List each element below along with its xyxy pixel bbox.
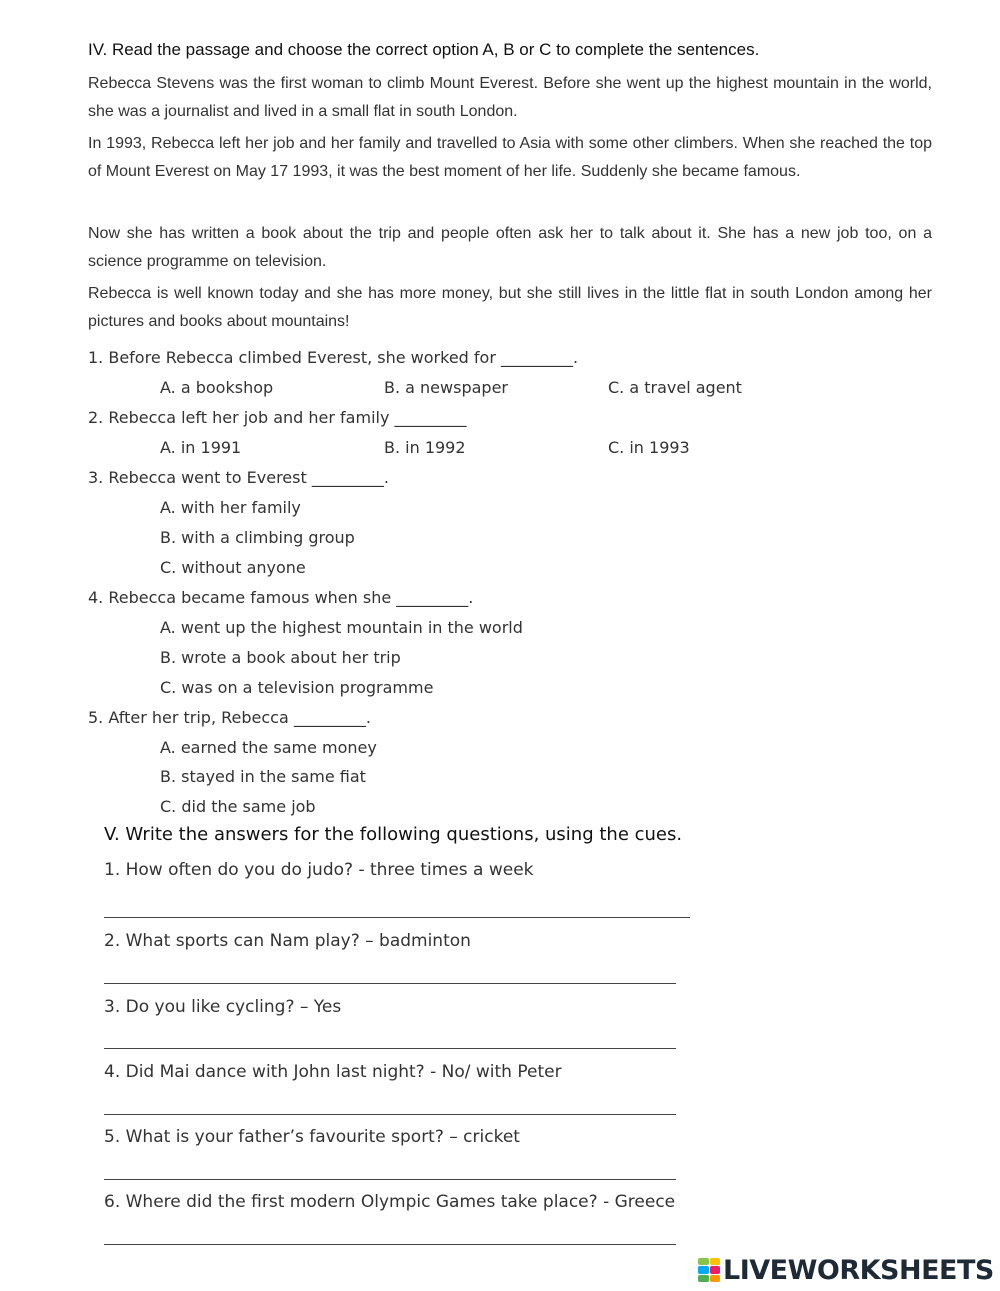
answer-input-1[interactable] [104, 917, 690, 918]
section-5-title: V. Write the answers for the following questions, using the cues. [104, 824, 683, 845]
written-question-2: 2. What sports can Nam play? – badminton [104, 931, 471, 951]
passage-paragraph-4: Rebecca is well known today and she has more money, but she still lives in the little flat in south London among her pictures and books about mountains! [88, 285, 932, 330]
q1-option-c[interactable]: C. a travel agent [608, 378, 742, 397]
written-question-6: 6. Where did the first modern Olympic Games take place? - Greece [104, 1192, 676, 1212]
answer-input-6[interactable] [104, 1244, 676, 1245]
brand-name: LIVEWORKSHEETS [723, 1254, 994, 1286]
q1-option-a[interactable]: A. a bookshop [160, 378, 274, 397]
answer-input-5[interactable] [104, 1179, 676, 1180]
q3-option-c[interactable]: C. without anyone [160, 558, 306, 577]
q3-option-b[interactable]: B. with a climbing group [160, 528, 355, 547]
mc-question-5: 5. After her trip, Rebecca _________. [88, 708, 371, 727]
q5-option-a[interactable]: A. earned the same money [160, 738, 377, 757]
liveworksheets-logo-icon [698, 1258, 720, 1282]
written-question-5: 5. What is your father’s favourite sport? – cricket [104, 1127, 520, 1147]
written-question-4: 4. Did Mai dance with John last night? - No/ with Peter [104, 1062, 562, 1082]
answer-input-4[interactable] [104, 1114, 676, 1115]
written-question-3: 3. Do you like cycling? – Yes [104, 997, 342, 1017]
q5-option-c[interactable]: C. did the same job [160, 797, 316, 816]
q3-option-a[interactable]: A. with her family [160, 498, 301, 517]
mc-question-1: 1. Before Rebecca climbed Everest, she worked for _________. [88, 348, 579, 367]
q5-option-b[interactable]: B. stayed in the same fiat [160, 767, 366, 786]
q2-option-a[interactable]: A. in 1991 [160, 438, 242, 457]
mc-question-4: 4. Rebecca became famous when she _________. [88, 588, 474, 607]
answer-input-3[interactable] [104, 1048, 676, 1049]
q2-option-b[interactable]: B. in 1992 [384, 438, 466, 457]
passage-paragraph-3: Now she has written a book about the trip and people often ask her to talk about it. She has a new job too, on a science programme on television. [88, 225, 932, 270]
passage-paragraph-1: Rebecca Stevens was the first woman to climb Mount Everest. Before she went up the highest mountain in the world, she was a journalist and lived in a small flat in south London. [88, 75, 932, 120]
q2-option-c[interactable]: C. in 1993 [608, 438, 690, 457]
q4-option-b[interactable]: B. wrote a book about her trip [160, 648, 401, 667]
q1-option-b[interactable]: B. a newspaper [384, 378, 508, 397]
liveworksheets-brand [698, 1254, 994, 1286]
q4-option-c[interactable]: C. was on a television programme [160, 678, 434, 697]
q4-option-a[interactable]: A. went up the highest mountain in the world [160, 618, 523, 637]
mc-question-3: 3. Rebecca went to Everest _________. [88, 468, 389, 487]
answer-input-2[interactable] [104, 983, 676, 984]
section-4-title: IV. Read the passage and choose the correct option A, B or C to complete the sentences. [88, 40, 760, 59]
mc-question-2: 2. Rebecca left her job and her family _________ [88, 408, 467, 427]
passage-paragraph-2: In 1993, Rebecca left her job and her family and travelled to Asia with some other climbers. When she reached the top of Mount Everest on May 17 1993, it was the best moment of her life. Suddenly she became famous. [88, 135, 932, 180]
written-question-1: 1. How often do you do judo? - three times a week [104, 860, 534, 880]
